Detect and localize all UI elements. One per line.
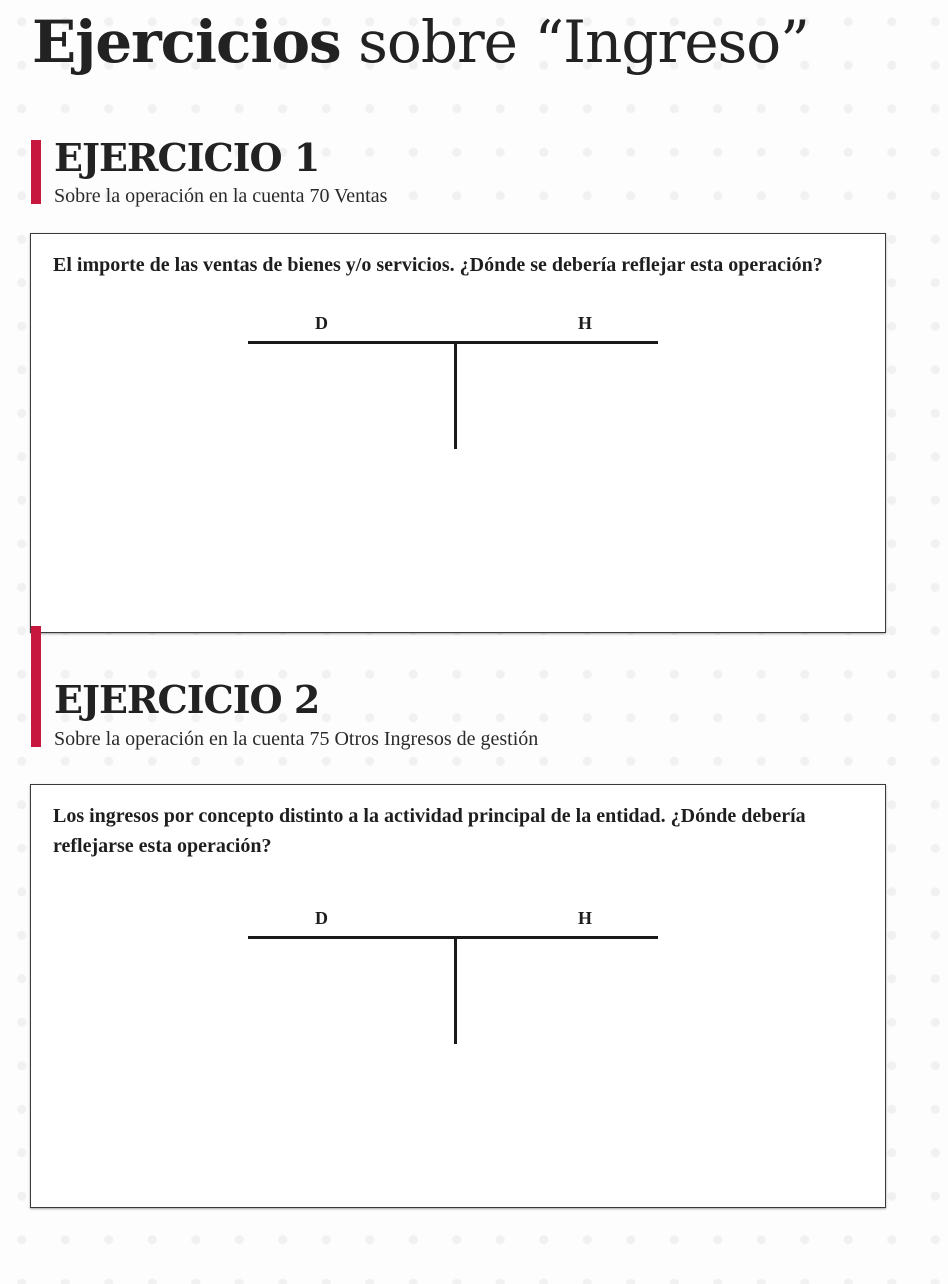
exercise-1-t-account xyxy=(248,312,658,472)
t-account-horizontal-line xyxy=(248,936,658,939)
exercise-1-accent-bar xyxy=(31,140,41,204)
exercise-1-question: El importe de las ventas de bienes y/o servicios. ¿Dónde se debería reflejar esta operación? xyxy=(53,254,823,276)
exercise-2-heading: EJERCICIO 2 xyxy=(54,677,320,722)
exercise-2-box xyxy=(30,784,886,1208)
t-account-vertical-line xyxy=(454,936,457,1044)
page-title xyxy=(32,6,809,78)
exercise-1-box xyxy=(30,233,886,633)
exercise-1-heading: EJERCICIO 1 xyxy=(54,135,320,180)
exercise-2-subtitle: Sobre la operación en la cuenta 75 Otros Ingresos de gestión xyxy=(54,728,539,750)
page-title-bold: Ejercicios xyxy=(32,8,341,76)
t-account-vertical-line xyxy=(454,341,457,449)
exercise-1-subtitle: Sobre la operación en la cuenta 70 Ventas xyxy=(54,185,388,207)
t-account-credit-label: H xyxy=(578,908,593,928)
t-account-debit-label: D xyxy=(315,313,328,333)
page-title-rest: sobre “Ingreso” xyxy=(340,8,809,76)
exercise-2-t-account xyxy=(248,907,658,1067)
t-account-debit-label: D xyxy=(315,908,328,928)
t-account-credit-label: H xyxy=(578,313,593,333)
exercise-2-question: Los ingresos por concepto distinto a la actividad principal de la entidad. ¿Dónde debería reflejarse esta operación? xyxy=(53,805,806,857)
exercise-2-accent-bar xyxy=(31,626,41,747)
t-account-horizontal-line xyxy=(248,341,658,344)
